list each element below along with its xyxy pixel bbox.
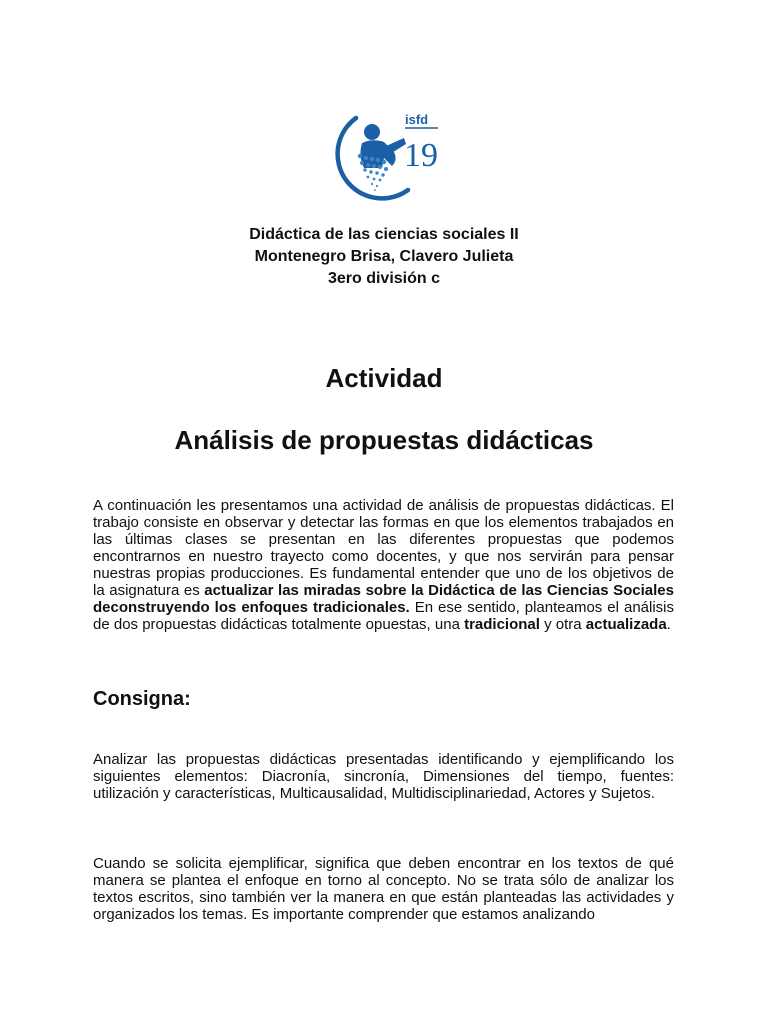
- authors: Montenegro Brisa, Clavero Julieta: [254, 248, 514, 265]
- intro-text-2: En ese sentido, planteamos el análisis de dos propuestas didácticas totalmente opuestas, una: [93, 599, 674, 633]
- consigna-paragraph-1: Analizar las propuestas didácticas presentadas identificando y ejemplificando los siguientes elementos: Diacronía, sincronía, Dimensiones del tiempo, fuentes: utilización y características, Multicausalidad, Multidisciplinariedad, Actores y Sujetos.: [93, 751, 674, 802]
- intro-paragraph: [93, 497, 674, 633]
- intro-bold-3: actualizada: [585, 616, 667, 633]
- intro-text-1: A continuación les presentamos una actividad de análisis de propuestas didácticas. El trabajo consiste en observar y detectar las formas en que los elementos trabajados en las últimas clases se presentan en las diferentes propuestas que podemos encontrarnos en nuestro trayecto como docentes, y que nos servirán para pensar nuestras propias producciones. Es fundamental entender que uno de los objetivos de la asignatura es: [93, 497, 674, 599]
- document-header: [0, 224, 768, 290]
- logo-number: 19: [404, 137, 438, 174]
- intro-bold-2: tradicional: [464, 616, 540, 633]
- activity-title: Actividad: [325, 363, 443, 393]
- consigna-heading: Consigna:: [93, 688, 191, 710]
- intro-text-3: y otra: [539, 616, 586, 633]
- intro-bold-1: actualizar las miradas sobre la Didáctica de las Ciencias Sociales deconstruyendo los enfoques tradicionales.: [93, 582, 674, 616]
- consigna-paragraph-2: Cuando se solicita ejemplificar, significa que deben encontrar en los textos de qué manera se plantea el enfoque en torno al concepto. No se trata sólo de analizar los textos escritos, sino también ver la manera en que están planteadas las actividades y organizados los temas. Es importante comprender que estamos analizando: [93, 855, 674, 923]
- logo-text: isfd: [405, 112, 429, 127]
- isfd-19-logo: [320, 108, 450, 208]
- course-title: Didáctica de las ciencias sociales II: [249, 226, 519, 243]
- division: 3ero división c: [327, 270, 441, 287]
- activity-subtitle: Análisis de propuestas didácticas: [174, 425, 594, 455]
- intro-text-4: .: [666, 616, 671, 633]
